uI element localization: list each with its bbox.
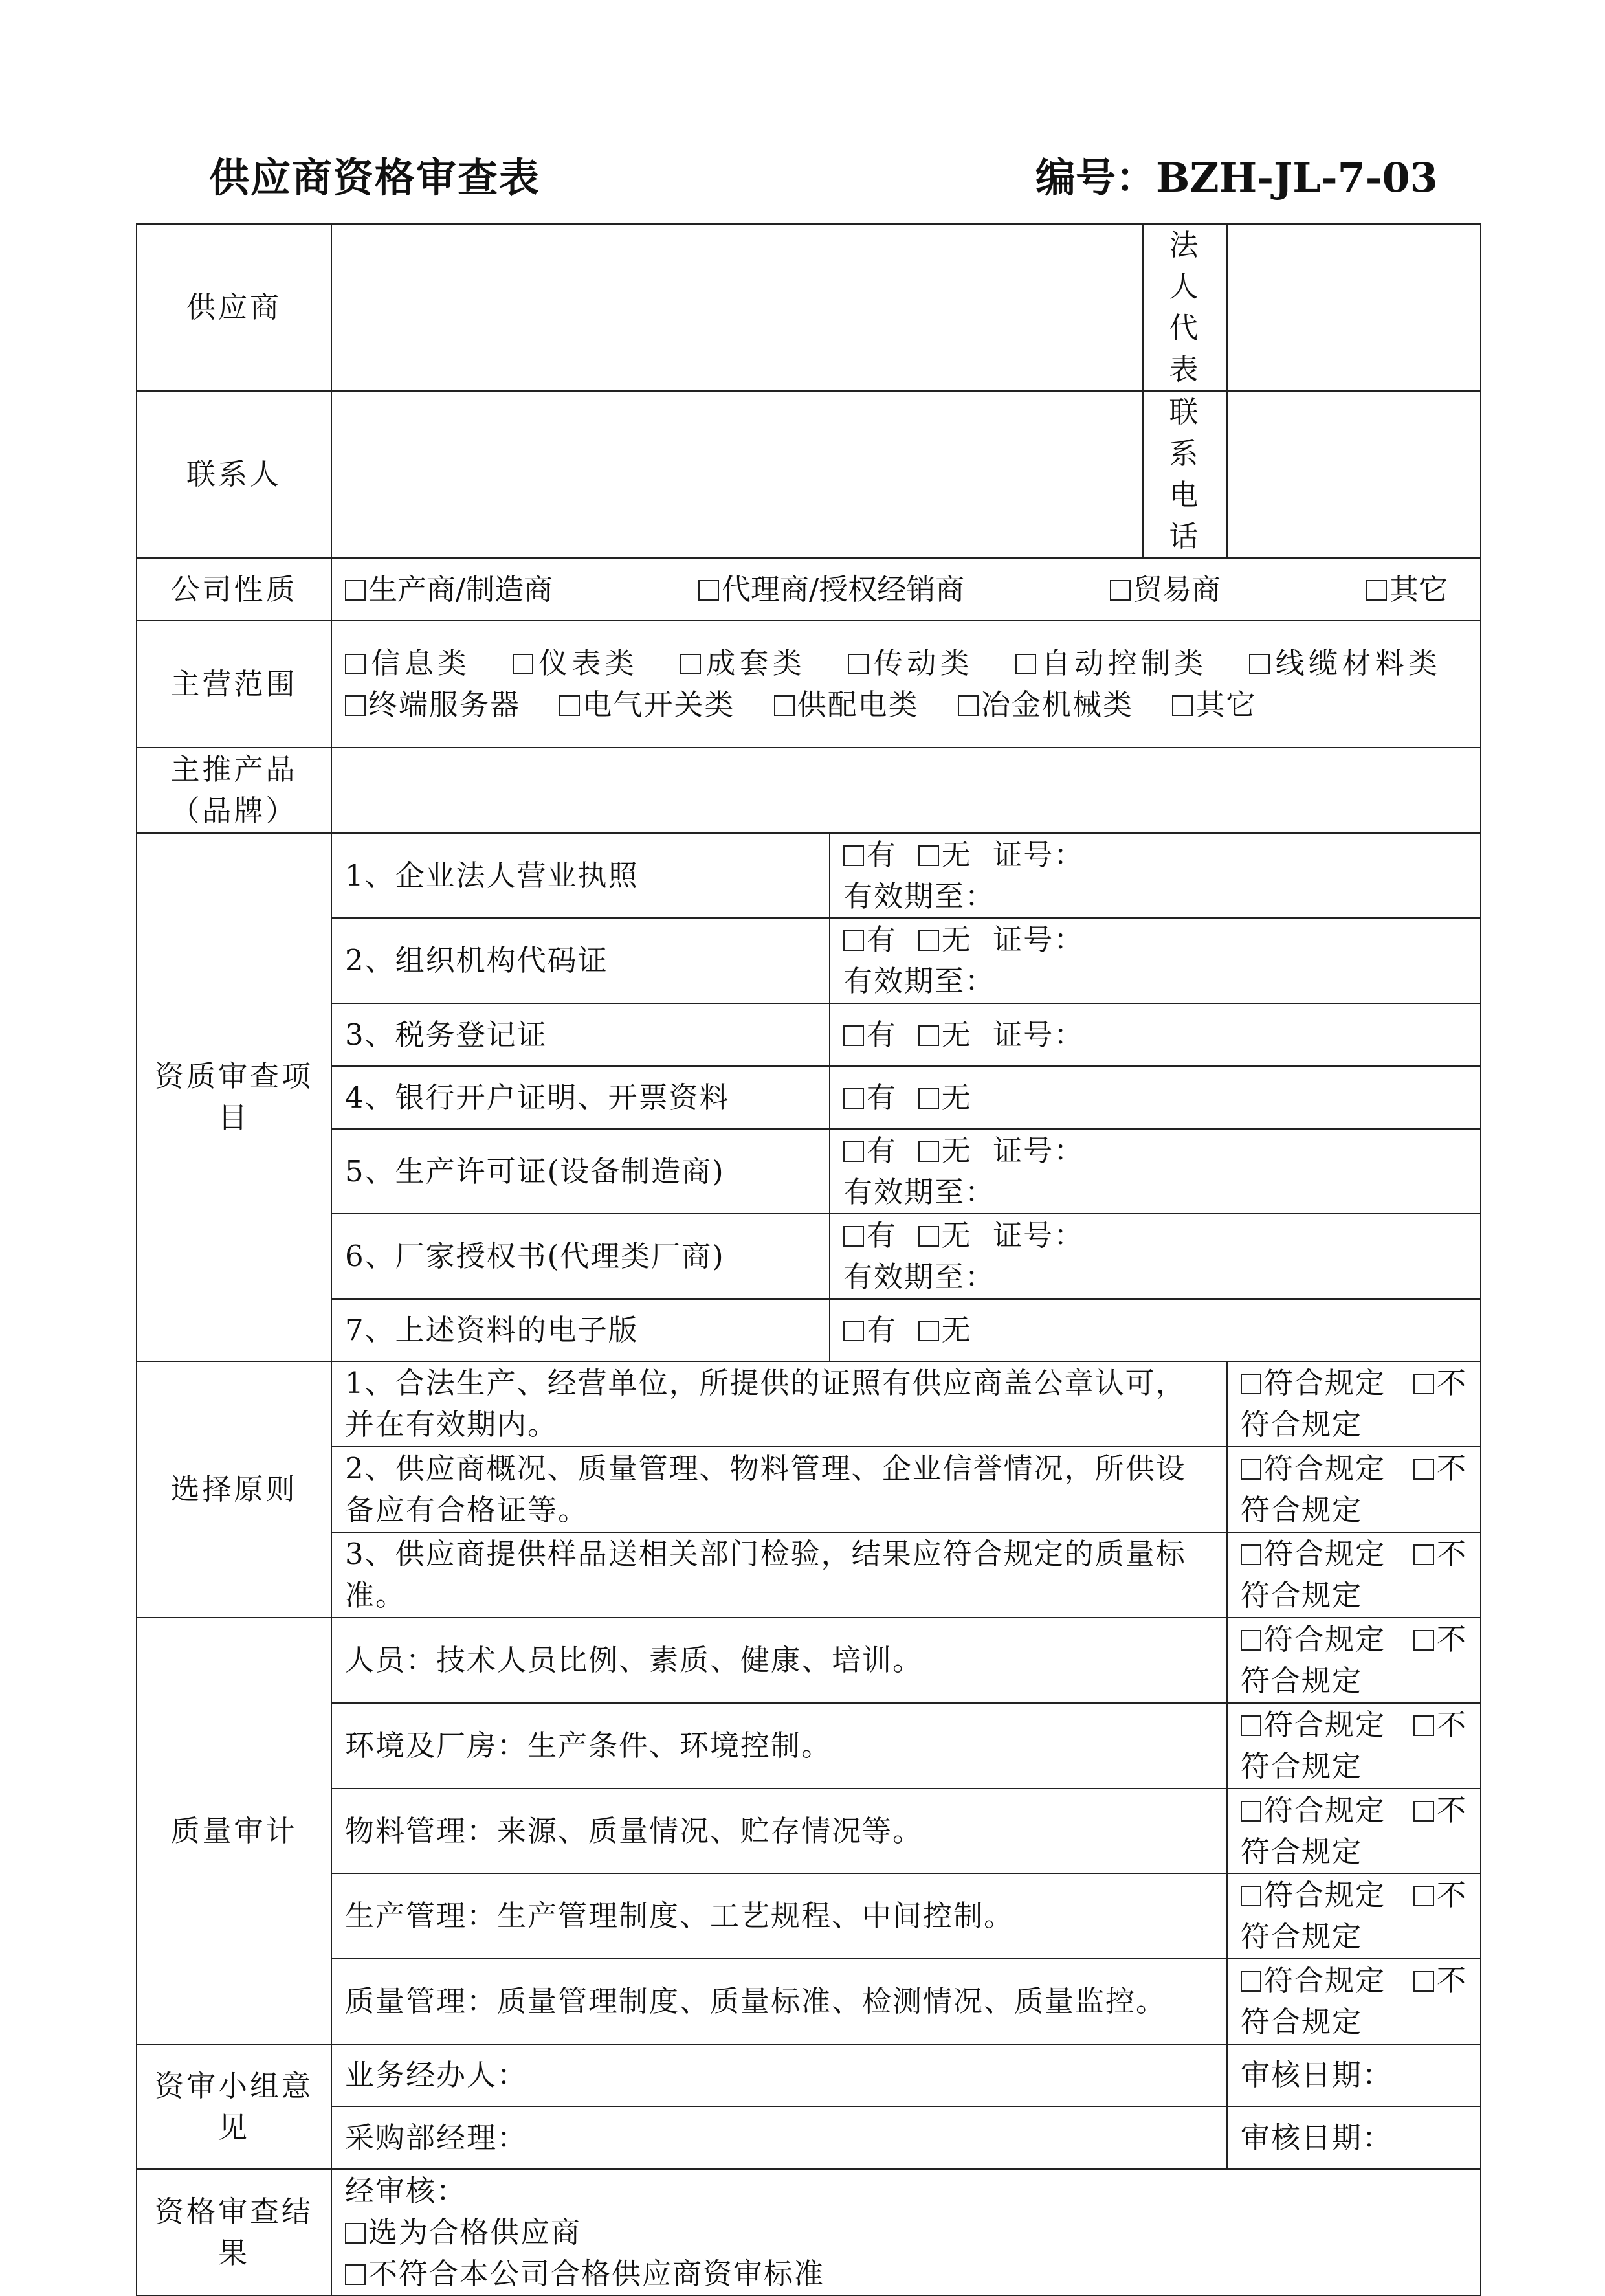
review-date-field[interactable]: 审核日期： (1227, 2044, 1481, 2106)
supplier-review-table (136, 223, 1481, 2296)
checkbox-icon[interactable] (345, 2223, 366, 2244)
conformity-choice: 符合规定 不 符合规定 (1227, 1361, 1481, 1447)
checkbox-icon[interactable] (698, 580, 719, 601)
scope-option[interactable]: 信息类 (345, 646, 470, 680)
checkbox-icon[interactable] (843, 1321, 864, 1341)
quality-audit-row (137, 1789, 1481, 1873)
qualification-row (137, 1066, 1481, 1129)
phone-label: 联系电话 (1143, 391, 1227, 558)
checkbox-icon[interactable] (1366, 580, 1387, 601)
checkbox-icon[interactable] (1413, 1374, 1434, 1394)
form-header (0, 0, 1605, 220)
row-contact (137, 391, 1481, 558)
quality-audit-row (137, 1618, 1481, 1703)
conformity-choice: 符合规定 不 符合规定 (1227, 1447, 1481, 1532)
qualification-label: 资质审查项目 (137, 833, 331, 1361)
checkbox-icon[interactable] (513, 654, 533, 674)
quality-audit-item: 生产管理：生产管理制度、工艺规程、中间控制。 (331, 1873, 1227, 1959)
checkbox-icon[interactable] (1413, 1630, 1434, 1651)
qualification-status: 有 无 (830, 1066, 1481, 1129)
selection-item: 1、合法生产、经营单位，所提供的证照有供应商盖公章认可，并在有效期内。 (331, 1361, 1227, 1447)
qualification-row (137, 1299, 1481, 1361)
checkbox-icon[interactable] (918, 930, 939, 951)
scope-option[interactable]: 成套类 (680, 646, 806, 680)
checkbox-icon[interactable] (1413, 1544, 1434, 1565)
option-trader[interactable]: 贸易商 (1110, 569, 1221, 610)
option-other[interactable]: 其它 (1366, 569, 1448, 610)
selection-label: 选择原则 (137, 1361, 331, 1618)
checkbox-icon[interactable] (1110, 580, 1131, 601)
scope-option[interactable]: 其它 (1172, 687, 1256, 722)
checkbox-icon[interactable] (345, 654, 366, 674)
qualification-row (137, 1214, 1481, 1299)
quality-audit-item: 物料管理：来源、质量情况、贮存情况等。 (331, 1789, 1227, 1873)
qualification-status: 有 无 证号： 有效期至： (830, 1129, 1481, 1214)
checkbox-icon[interactable] (1413, 1886, 1434, 1906)
checkbox-icon[interactable] (918, 1226, 939, 1247)
qualification-status: 有 无 证号： 有效期至： (830, 833, 1481, 918)
quality-audit-row (137, 1703, 1481, 1789)
checkbox-icon[interactable] (843, 930, 864, 951)
scope-option[interactable]: 自动控制类 (1015, 646, 1208, 680)
checkbox-icon[interactable] (1241, 1715, 1261, 1736)
conformity-choice: 符合规定 不 符合规定 (1227, 1959, 1481, 2044)
scope-option[interactable]: 仪表类 (513, 646, 638, 680)
supplier-field[interactable] (331, 224, 1143, 391)
conformity-choice: 符合规定 不 符合规定 (1227, 1532, 1481, 1618)
qualification-status: 有 无 (830, 1299, 1481, 1361)
conformity-choice: 符合规定 不 符合规定 (1227, 1789, 1481, 1873)
checkbox-icon[interactable] (559, 695, 580, 716)
qualification-item: 3、税务登记证 (331, 1003, 830, 1066)
checkbox-icon[interactable] (1015, 654, 1036, 674)
checkbox-icon[interactable] (345, 695, 366, 716)
qualification-item: 7、上述资料的电子版 (331, 1299, 830, 1361)
quality-audit-item: 环境及厂房：生产条件、环境控制。 (331, 1703, 1227, 1789)
quality-audit-label: 质量审计 (137, 1618, 331, 2044)
form-title: 供应商资格审查表 (209, 154, 541, 201)
selection-item: 2、供应商概况、质量管理、物料管理、企业信誉情况，所供设备应有合格证等。 (331, 1447, 1227, 1532)
selection-item: 3、供应商提供样品送相关部门检验，结果应符合规定的质量标准。 (331, 1532, 1227, 1618)
review-group-label: 资审小组意见 (137, 2044, 331, 2169)
qualification-status: 有 无 证号： 有效期至： (830, 918, 1481, 1003)
checkbox-icon[interactable] (680, 654, 701, 674)
result-option-fail[interactable]: 不符合本公司合格供应商资审标准 (345, 2253, 1467, 2295)
qualification-row (137, 1003, 1481, 1066)
qualification-item: 4、银行开户证明、开票资料 (331, 1066, 830, 1129)
result-options: 经审核： 选为合格供应商 不符合本公司合格供应商资审标准 (331, 2169, 1481, 2295)
legal-rep-label: 法人代表 (1143, 224, 1227, 391)
conformity-choice: 符合规定 不 符合规定 (1227, 1873, 1481, 1959)
scope-option[interactable]: 传动类 (848, 646, 973, 680)
business-scope-options (331, 621, 1481, 748)
checkbox-icon[interactable] (1249, 654, 1270, 674)
checkbox-icon[interactable] (1413, 1715, 1434, 1736)
checkbox-icon[interactable] (848, 654, 869, 674)
checkbox-icon[interactable] (1241, 1544, 1261, 1565)
checkbox-icon[interactable] (1241, 1459, 1261, 1480)
checkbox-icon[interactable] (918, 1025, 939, 1046)
checkbox-icon[interactable] (843, 1025, 864, 1046)
phone-field[interactable] (1227, 391, 1481, 558)
checkbox-icon[interactable] (1241, 1886, 1261, 1906)
checkbox-icon[interactable] (1413, 1801, 1434, 1822)
selection-row (137, 1532, 1481, 1618)
row-supplier (137, 224, 1481, 391)
contact-field[interactable] (331, 391, 1143, 558)
review-date-field[interactable]: 审核日期： (1227, 2106, 1481, 2169)
checkbox-icon[interactable] (1241, 1971, 1261, 1992)
checkbox-icon[interactable] (918, 1321, 939, 1341)
row-company-nature (137, 558, 1481, 621)
main-products-field[interactable] (331, 748, 1481, 833)
checkbox-icon[interactable] (774, 695, 795, 716)
checkbox-icon[interactable] (918, 845, 939, 866)
qualification-status: 有 无 证号： (830, 1003, 1481, 1066)
checkbox-icon[interactable] (1413, 1459, 1434, 1480)
option-manufacturer[interactable]: 生产商/制造商 (345, 569, 553, 610)
qualification-item: 2、组织机构代码证 (331, 918, 830, 1003)
conformity-choice: 符合规定 不 符合规定 (1227, 1618, 1481, 1703)
checkbox-icon[interactable] (345, 2264, 366, 2285)
business-scope-label: 主营范围 (137, 621, 331, 748)
review-row-manager (137, 2106, 1481, 2169)
checkbox-icon[interactable] (1413, 1971, 1434, 1992)
result-option-pass[interactable]: 选为合格供应商 (345, 2212, 1467, 2253)
qualification-status: 有 无 证号： 有效期至： (830, 1214, 1481, 1299)
supplier-label: 供应商 (137, 224, 331, 391)
option-agent[interactable]: 代理商/授权经销商 (698, 569, 964, 610)
result-label: 资格审查结果 (137, 2169, 331, 2295)
qualification-item: 6、厂家授权书(代理类厂商) (331, 1214, 830, 1299)
review-row-handler (137, 2044, 1481, 2106)
checkbox-icon[interactable] (1241, 1801, 1261, 1822)
row-business-scope (137, 621, 1481, 748)
checkbox-icon[interactable] (918, 1088, 939, 1109)
quality-audit-row (137, 1959, 1481, 2044)
handler-field[interactable]: 业务经办人： (331, 2044, 1227, 2106)
company-nature-options (331, 558, 1481, 621)
scope-option[interactable]: 终端服务器 (345, 687, 520, 722)
selection-row (137, 1447, 1481, 1532)
qualification-item: 5、生产许可证(设备制造商) (331, 1129, 830, 1214)
scope-option[interactable]: 线缆材料类 (1249, 646, 1439, 680)
checkbox-icon[interactable] (843, 845, 864, 866)
scope-option[interactable]: 冶金机械类 (958, 687, 1133, 722)
checkbox-icon[interactable] (843, 1141, 864, 1162)
main-products-label: 主推产品 （品牌） (137, 748, 331, 833)
checkbox-icon[interactable] (843, 1088, 864, 1109)
qualification-row (137, 918, 1481, 1003)
quality-audit-row (137, 1873, 1481, 1959)
qualification-row (137, 833, 1481, 918)
checkbox-icon[interactable] (958, 695, 979, 716)
legal-rep-field[interactable] (1227, 224, 1481, 391)
quality-audit-item: 人员：技术人员比例、素质、健康、培训。 (331, 1618, 1227, 1703)
scope-option[interactable]: 电气开关类 (559, 687, 735, 722)
quality-audit-item: 质量管理：质量管理制度、质量标准、检测情况、质量监控。 (331, 1959, 1227, 2044)
scope-option[interactable]: 供配电类 (774, 687, 919, 722)
checkbox-icon[interactable] (843, 1226, 864, 1247)
conformity-choice: 符合规定 不 符合规定 (1227, 1703, 1481, 1789)
selection-row (137, 1361, 1481, 1447)
row-main-products (137, 748, 1481, 833)
manager-field[interactable]: 采购部经理： (331, 2106, 1227, 2169)
qualification-row (137, 1129, 1481, 1214)
company-nature-label: 公司性质 (137, 558, 331, 621)
checkbox-icon[interactable] (345, 580, 366, 601)
qualification-item: 1、企业法人营业执照 (331, 833, 830, 918)
contact-label: 联系人 (137, 391, 331, 558)
form-code: 编号：BZH-JL-7-03 (1035, 154, 1438, 201)
checkbox-icon[interactable] (1172, 695, 1193, 716)
checkbox-icon[interactable] (1241, 1374, 1261, 1394)
checkbox-icon[interactable] (918, 1141, 939, 1162)
result-row (137, 2169, 1481, 2295)
checkbox-icon[interactable] (1241, 1630, 1261, 1651)
